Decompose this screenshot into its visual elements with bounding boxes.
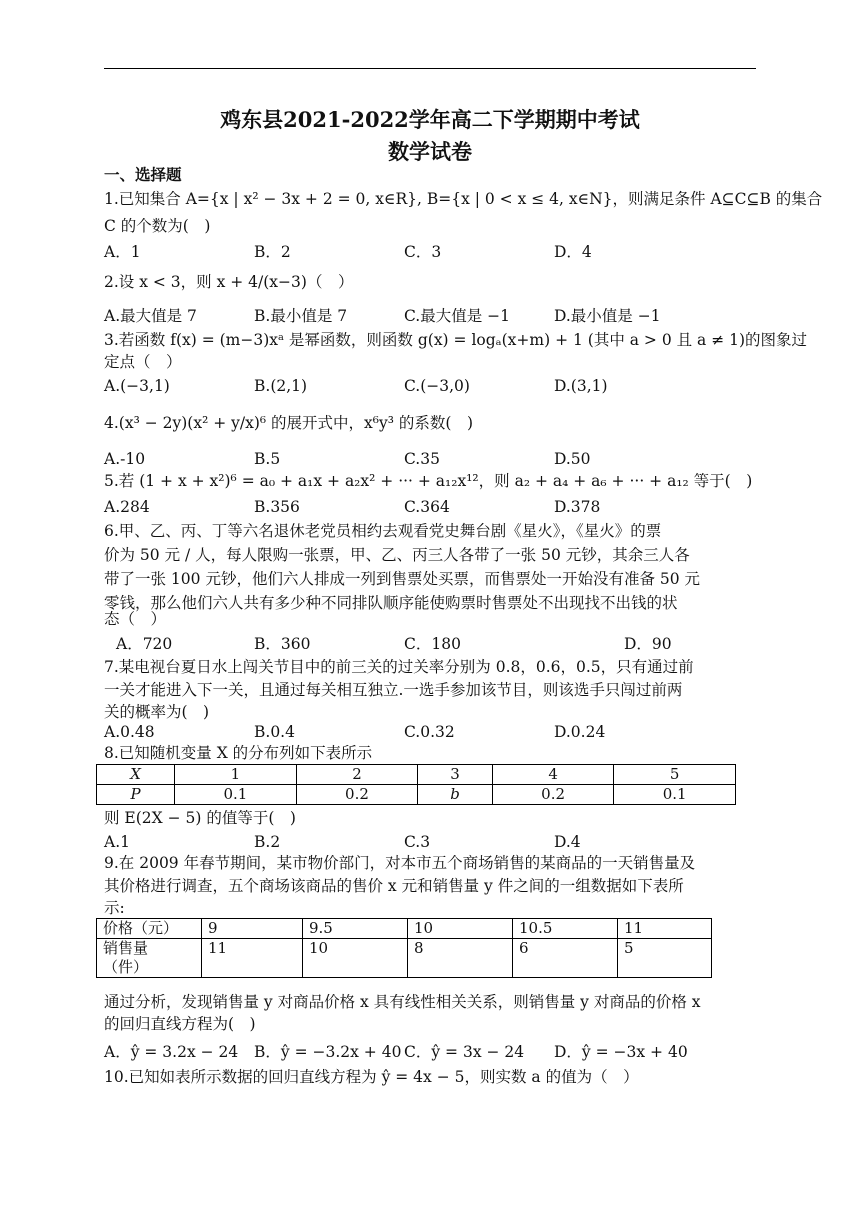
q1-option-b: B．2 — [254, 243, 291, 261]
table-cell: 10.5 — [513, 919, 618, 939]
table-cell: 11 — [618, 919, 712, 939]
q1-stem-line1: 1.已知集合 A={x | x² − 3x + 2 = 0, x∈R}, B={x | 0 < x ≤ 4, x∈N}，则满足条件 A⊆C⊆B 的集合 — [104, 190, 823, 208]
q1-option-c: C．3 — [404, 243, 442, 261]
q8-option-a: A.1 — [104, 833, 130, 851]
q4-option-d: D.50 — [554, 450, 591, 468]
q7-option-d: D.0.24 — [554, 723, 606, 741]
q5-option-a: A.284 — [104, 498, 150, 516]
table-cell: 10 — [303, 939, 408, 978]
q8-distribution-table — [96, 764, 736, 805]
table-cell: 2 — [296, 765, 418, 785]
table-cell: b — [418, 785, 493, 805]
q3-option-d: D.(3,1) — [554, 377, 608, 395]
q3-option-a: A.(−3,1) — [104, 377, 170, 395]
q6-stem-line1: 6.甲、乙、丙、丁等六名退休老党员相约去观看党史舞台剧《星火》，《星火》的票 — [104, 522, 662, 540]
q2-option-d: D.最小值是 −1 — [554, 307, 661, 325]
row-label: 销售量 — [103, 939, 149, 957]
q8-stem-line2: 则 E(2X − 5) 的值等于( ) — [104, 809, 296, 827]
table-cell: 5 — [614, 765, 736, 785]
top-rule — [104, 68, 756, 69]
table-row — [97, 919, 712, 939]
q8-option-c: C.3 — [404, 833, 431, 851]
exam-subtitle: 数学试卷 — [388, 139, 472, 164]
q6-option-d: D．90 — [624, 635, 672, 653]
table-cell: 9.5 — [303, 919, 408, 939]
table-cell: X — [97, 765, 175, 785]
q9-stem-line3: 示: — [104, 899, 125, 917]
q10-stem: 10.已知如表所示数据的回归直线方程为 ŷ = 4x − 5，则实数 a 的值为（ ） — [104, 1068, 639, 1086]
table-cell — [97, 939, 202, 978]
q7-option-a: A.0.48 — [104, 723, 155, 741]
table-cell: 价格（元） — [97, 919, 202, 939]
q2-option-b: B.最小值是 7 — [254, 307, 348, 325]
q3-option-c: C.(−3,0) — [404, 377, 470, 395]
table-cell: 1 — [175, 765, 297, 785]
q9-stem-line2: 其价格进行调查，五个商场该商品的售价 x 元和销售量 y 件之间的一组数据如下表所 — [104, 877, 684, 895]
q9-stem-line5: 的回归直线方程为( ) — [104, 1015, 256, 1033]
exam-title: 鸡东县2021-2022学年高二下学期期中考试 — [220, 107, 640, 132]
q3-option-b: B.(2,1) — [254, 377, 308, 395]
table-row — [97, 939, 712, 978]
table-cell: 0.2 — [296, 785, 418, 805]
section-heading: 一、选择题 — [104, 165, 182, 184]
q7-stem-line3: 关的概率为( ) — [104, 703, 210, 721]
q5-stem: 5.若 (1 + x + x²)⁶ = a₀ + a₁x + a₂x² + ··· + a₁₂x¹²，则 a₂ + a₄ + a₆ + ··· + a₁₂ 等于( ) — [104, 472, 753, 490]
table-cell: 3 — [418, 765, 493, 785]
table-row — [97, 765, 736, 785]
q7-stem-line2: 一关才能进入下一关，且通过每关相互独立.一选手参加该节目，则该选手只闯过前两 — [104, 681, 683, 699]
q6-option-b: B．360 — [254, 635, 311, 653]
table-cell: 4 — [492, 765, 614, 785]
table-cell: 11 — [202, 939, 303, 978]
q4-option-c: C.35 — [404, 450, 440, 468]
table-cell: 0.2 — [492, 785, 614, 805]
q7-stem-line1: 7.某电视台夏日水上闯关节目中的前三关的过关率分别为 0.8，0.6，0.5，只有通过前 — [104, 658, 694, 676]
q4-option-b: B.5 — [254, 450, 281, 468]
row-label-unit: （件） — [103, 958, 149, 976]
q6-stem-line2: 价为 50 元 / 人，每人限购一张票，甲、乙、丙三人各带了一张 50 元钞，其余三人各 — [104, 546, 690, 564]
q1-option-a: A．1 — [104, 243, 141, 261]
table-cell: 6 — [513, 939, 618, 978]
q9-stem-line4: 通过分析，发现销售量 y 对商品价格 x 具有线性相关关系，则销售量 y 对商品的价格 x — [104, 993, 701, 1011]
q5-option-c: C.364 — [404, 498, 450, 516]
q6-stem-line3: 带了一张 100 元钞，他们六人排成一列到售票处买票，而售票处一开始没有准备 50 元 — [104, 570, 701, 588]
q8-option-d: D.4 — [554, 833, 581, 851]
q6-stem-line5: 态（ ） — [104, 610, 167, 628]
q9-option-b: B．ŷ = −3.2x + 40 — [254, 1043, 402, 1061]
table-cell: 9 — [202, 919, 303, 939]
table-cell: 8 — [408, 939, 513, 978]
q2-stem: 2.设 x < 3，则 x + 4/(x−3)（ ） — [104, 273, 354, 291]
q9-option-a: A．ŷ = 3.2x − 24 — [104, 1043, 239, 1061]
q3-stem-line1: 3.若函数 f(x) = (m−3)xᵃ 是幂函数，则函数 g(x) = logₐ(x+m) + 1 (其中 a > 0 且 a ≠ 1)的图象过 — [104, 331, 808, 349]
q6-option-c: C．180 — [404, 635, 461, 653]
q8-option-b: B.2 — [254, 833, 281, 851]
q9-option-d: D．ŷ = −3x + 40 — [554, 1043, 688, 1061]
q6-option-a: A．720 — [116, 635, 173, 653]
table-cell: 0.1 — [175, 785, 297, 805]
q3-stem-line2: 定点（ ） — [104, 353, 182, 371]
table-cell: 0.1 — [614, 785, 736, 805]
q6-stem-line4: 零钱，那么他们六人共有多少种不同排队顺序能使购票时售票处不出现找不出钱的状 — [104, 594, 678, 612]
q4-stem: 4.(x³ − 2y)(x² + y/x)⁶ 的展开式中，x⁶y³ 的系数( ) — [104, 414, 473, 432]
q5-option-d: D.378 — [554, 498, 601, 516]
q9-stem-line1: 9.在 2009 年春节期间，某市物价部门，对本市五个商场销售的某商品的一天销售量及 — [104, 854, 696, 872]
table-row — [97, 785, 736, 805]
table-cell: P — [97, 785, 175, 805]
q4-option-a: A.-10 — [104, 450, 146, 468]
q8-stem-line1: 8.已知随机变量 X 的分布列如下表所示 — [104, 744, 373, 762]
q7-option-b: B.0.4 — [254, 723, 295, 741]
q2-option-a: A.最大值是 7 — [104, 307, 197, 325]
q9-data-table — [96, 918, 712, 978]
q1-stem-line2: C 的个数为( ) — [104, 217, 211, 235]
table-cell: 5 — [618, 939, 712, 978]
table-cell: 10 — [408, 919, 513, 939]
q9-option-c: C．ŷ = 3x − 24 — [404, 1043, 525, 1061]
q5-option-b: B.356 — [254, 498, 300, 516]
q1-option-d: D．4 — [554, 243, 592, 261]
q2-option-c: C.最大值是 −1 — [404, 307, 511, 325]
q7-option-c: C.0.32 — [404, 723, 455, 741]
